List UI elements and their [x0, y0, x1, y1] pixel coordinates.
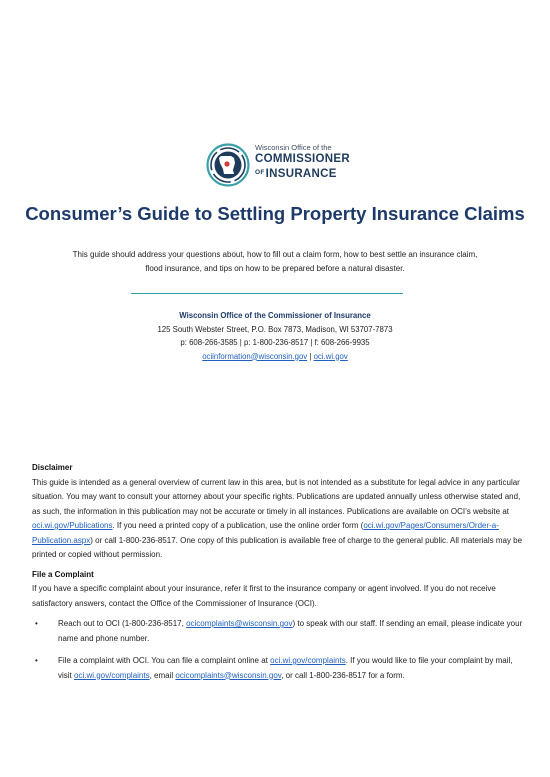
contact-phones: p: 608-266-3585 | p: 1-800-236-8517 | f: 608-266-9935: [180, 338, 370, 347]
disclaimer-text-3: ) or call 1-800-236-8517. One copy of this publication is available free of charge to the general public. All materials may be printed or copied without permission.: [32, 535, 523, 559]
logo-insurance: INSURANCE: [265, 168, 337, 180]
logo-line-3: [255, 166, 350, 181]
logo-of: OF: [255, 169, 265, 176]
disclaimer-text-2: . If you need a printed copy of a publication, use the online order form (: [112, 521, 364, 530]
wisconsin-seal-icon: [206, 143, 250, 187]
disclaimer-text-1: This guide is intended as a general overview of current law in this area, but is not intended as a substitute for legal advice in any particular situation. You may want to consult your attorney about your specific rights. Publications are updated annually unless otherwise stated and, as such, the information in this publication may not be accurate or timely in all instances. Publications are available on OCI’s website at: [32, 477, 521, 516]
logo-line-1: Wisconsin Office of the: [255, 143, 332, 152]
bullet-icon: •: [35, 619, 38, 628]
bullet-2-text-3: , email: [149, 670, 176, 680]
bullet-2-text-1: File a complaint with OCI. You can file a complaint online at: [58, 656, 271, 665]
contact-email-link[interactable]: ociinformation@wisconsin.gov: [202, 351, 308, 361]
disclaimer-text: [32, 476, 524, 563]
bullet-1-text-1: Reach out to OCI (1-800-236-8517,: [58, 619, 187, 628]
divider-rule: [131, 293, 403, 294]
complaints-email-link-2[interactable]: ocicomplaints@wisconsin.gov: [175, 670, 282, 680]
contact-address: 125 South Webster Street, P.O. Box 7873, Madison, WI 53707-7873: [157, 324, 393, 334]
complaints-email-link[interactable]: ocicomplaints@wisconsin.gov: [186, 619, 293, 628]
list-item: [32, 654, 524, 683]
intro-paragraph: [40, 248, 510, 275]
bullet-2-text-4: , or call 1-800-236-8517 for a form.: [281, 670, 405, 680]
contact-separator: |: [307, 351, 314, 361]
complaints-mail-link[interactable]: oci.wi.gov/complaints: [74, 670, 150, 680]
order-publication-link[interactable]: oci.wi.gov/Pages/Consumers/Order-a-Publication.aspx: [32, 521, 499, 545]
intro-line-1: This guide should address your questions about, how to fill out a claim form, how to best settle an insurance claim,: [72, 250, 478, 259]
document-title: Consumer’s Guide to Settling Property Insurance Claims: [25, 203, 525, 224]
contact-block: [0, 309, 550, 363]
contact-org: Wisconsin Office of the Commissioner of Insurance: [179, 311, 371, 320]
publications-link[interactable]: oci.wi.gov/Publications: [32, 521, 113, 530]
body-content: [32, 461, 524, 691]
disclaimer-heading: Disclaimer: [32, 463, 73, 472]
contact-site-link[interactable]: oci.wi.gov: [313, 351, 348, 361]
bullet-1-text-2: ) to speak with our staff. If sending an email, please indicate your name and phone number.: [58, 619, 523, 643]
complaint-list: [32, 617, 524, 683]
complaint-text: If you have a specific complaint about your insurance, refer it first to the insurance company or agent involved. If you do not receive satisfactory answers, contact the Office of the Commissioner of Insurance (OCI).: [32, 584, 496, 608]
intro-line-2: flood insurance, and tips on how to be prepared before a natural disaster.: [145, 263, 405, 273]
bullet-2-text-2: . If you would like to file your complaint by mail, visit: [58, 656, 513, 680]
list-item: [32, 617, 524, 646]
oci-logo: [206, 143, 350, 189]
logo-line-2: COMMISSIONER: [255, 153, 350, 165]
complaint-heading: File a Complaint: [32, 569, 94, 579]
logo-wordmark: [255, 143, 350, 181]
complaints-online-link[interactable]: oci.wi.gov/complaints: [270, 656, 346, 665]
bullet-icon: •: [35, 656, 38, 665]
contact-links: [0, 350, 550, 364]
